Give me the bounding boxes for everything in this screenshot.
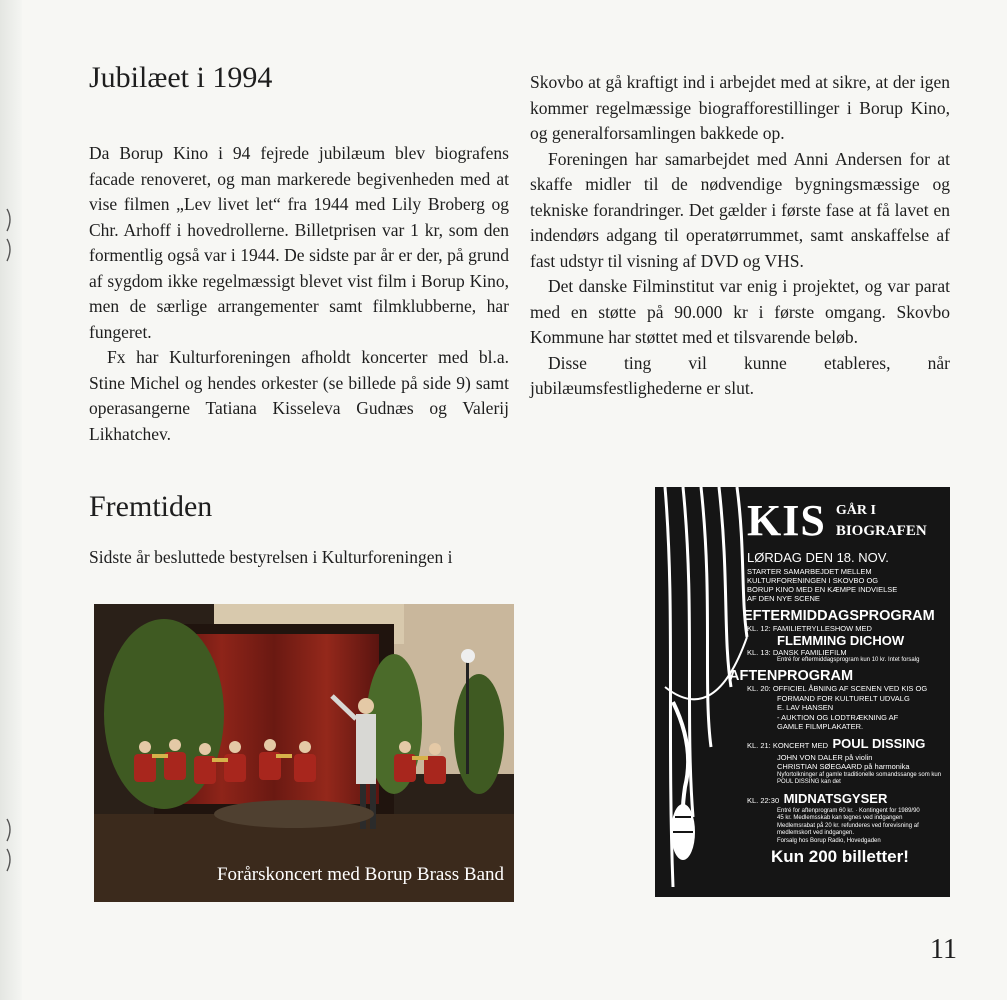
poster-evening-1 <box>747 684 946 732</box>
poster-evening-line: JOHN VON DALER på violin <box>777 752 873 762</box>
poster-afternoon-note: Entré for eftermiddagsprogram kun 10 kr. Intet forsalg <box>777 657 920 663</box>
poster-footer: Kun 200 billetter! <box>771 847 909 866</box>
poster-intro-line: BORUP KINO MED EN KÆMPE INDVIELSE <box>747 585 898 594</box>
poster-poul-dissing: POUL DISSING <box>832 735 926 751</box>
poster-kis: KIS <box>747 496 826 545</box>
poster-afternoon-2: KL. 13: DANSK FAMILIEFILM <box>747 648 847 657</box>
heading-jubilaeet: Jubilæet i 1994 <box>89 61 273 94</box>
heading-fremtiden: Fremtiden <box>89 490 213 523</box>
poster-evening-3-prefix: KL. 22:30 <box>747 795 780 805</box>
paragraph-fremtiden: Sidste år besluttede bestyrelsen i Kulturforeningen i <box>89 547 453 567</box>
poster-info-line: 45 kr. Medlemsskab kan tegnes ved indgangen <box>777 815 903 821</box>
poster-info-line: Forsalg hos Borup Radio, Hovedgaden <box>777 837 881 844</box>
page-number: 11 <box>930 934 957 965</box>
poster-evening-line: CHRISTIAN SØEGAARD på harmonika <box>777 762 910 771</box>
poster-afternoon-title: EFTERMIDDAGSPROGRAM <box>743 608 935 624</box>
poster-info-line: Medlemsrabat på 20 kr. refunderes ved forevisning af <box>777 822 919 829</box>
poster-intro <box>747 567 946 603</box>
poster-intro-line: STARTER SAMARBEJDET MELLEM <box>747 567 872 576</box>
poster-evening-title: AFTENPROGRAM <box>729 668 854 684</box>
poster-evening-line: E. LAV HANSEN <box>777 703 834 712</box>
photo-caption: Forårskoncert med Borup Brass Band <box>216 864 504 885</box>
poster-evening-2-details <box>747 753 946 787</box>
poster-evening-2-prefix: KL. 21: KONCERT MED <box>747 740 828 750</box>
poster-info-line: medlemskort ved indgangen. <box>777 830 855 836</box>
paragraph-foreningen: Foreningen har samarbejdet med Anni Andersen for at skaffe midler til de nødvendige bygningsmæssige og tekniske forandringer. Det gælder i første fase at få lavet en indendørs adgang til operatørrummet, samt anskaffelse af fast udstyr til visning af DVD og VHS. <box>530 148 950 271</box>
poster-flemming: FLEMMING DICHOW <box>777 633 905 648</box>
poster-evening-line: - AUKTION OG LODTRÆKNING AF <box>777 712 899 722</box>
poster-gaar: GÅR I <box>835 502 876 518</box>
poster-evening-line: KL. 20: OFFICIEL ÅBNING AF SCENEN VED KIS OG <box>747 684 928 693</box>
poster-biografen: BIOGRAFEN <box>835 522 927 539</box>
left-column <box>89 60 509 571</box>
poster-evening-line: FORMAND FOR KULTURELT UDVALG <box>777 693 910 703</box>
paragraph-koncerter: Fx har Kulturforeningen afholdt koncerter med bl.a. Stine Michel og hendes orkester (se billede på side 9) samt operasangerne Tatiana Kisseleva Gudnæs og Valerij Likhatchev. <box>89 347 509 444</box>
poster-afternoon-1: KL. 12: FAMILIETRYLLESHOW MED <box>747 624 872 633</box>
binding-mark-bottom <box>4 815 14 875</box>
brass-band-illustration <box>94 604 514 902</box>
paragraph-jubilaeum: Da Borup Kino i 94 fejrede jubilæum blev biografens facade renoveret, og man markerede begivenheden med at vise filmen „Lev livet let“ fra 1944 med Lily Broberg og Chr. Arhoff i hovedrollerne. Billetprisen var 1 kr, som den formentlig også var i 1944. De sidste par år er der, på grund af sygdom ikke regelmæssigt blevet vist film i Borup Kino, men de særlige arrangementer samt filmklubberne, har fungeret. <box>89 143 509 342</box>
poster-info <box>747 808 946 846</box>
paragraph-filminstitut: Det danske Filminstitut var enig i projektet, og var parat med en støtte på 90.000 kr i første omgang. Skovbo Kommune har støttet med et tilsvarende beløb. <box>530 276 950 347</box>
paragraph-skovbo: Skovbo at gå kraftigt ind i arbejdet med at sikre, at der igen kommer regelmæssige biografforestillinger i Borup Kino, og generalforsamlingen bakkede op. <box>530 72 950 143</box>
paragraph-disse-ting: Disse ting vil kunne etableres, når jubilæumsfestlighederne er slut. <box>530 352 950 398</box>
poster-intro-line: AF DEN NYE SCENE <box>747 594 820 603</box>
poster-evening-line: GAMLE FILMPLAKATER. <box>777 722 864 731</box>
poster-intro-line: KULTURFORENINGEN I SKOVBO OG <box>747 576 879 585</box>
poster-info-line: Entré for aftenprogram 60 kr. · Kontingent for 1989/90 <box>777 807 920 814</box>
right-column <box>530 70 950 402</box>
kis-poster <box>655 487 950 897</box>
poster-date: LØRDAG DEN 18. NOV. <box>747 550 889 565</box>
poster-evening-line: Nyfortolkninger af gamle traditionelle somandssange som kun POUL DISSING kan det <box>777 771 942 785</box>
poster-text <box>729 487 946 867</box>
binding-mark-top <box>4 205 14 265</box>
poster-evening-3 <box>747 790 946 808</box>
concert-photo <box>94 604 514 902</box>
poster-evening-2 <box>747 735 946 753</box>
poster-midnatsgyser: MIDNATSGYSER <box>783 790 888 806</box>
